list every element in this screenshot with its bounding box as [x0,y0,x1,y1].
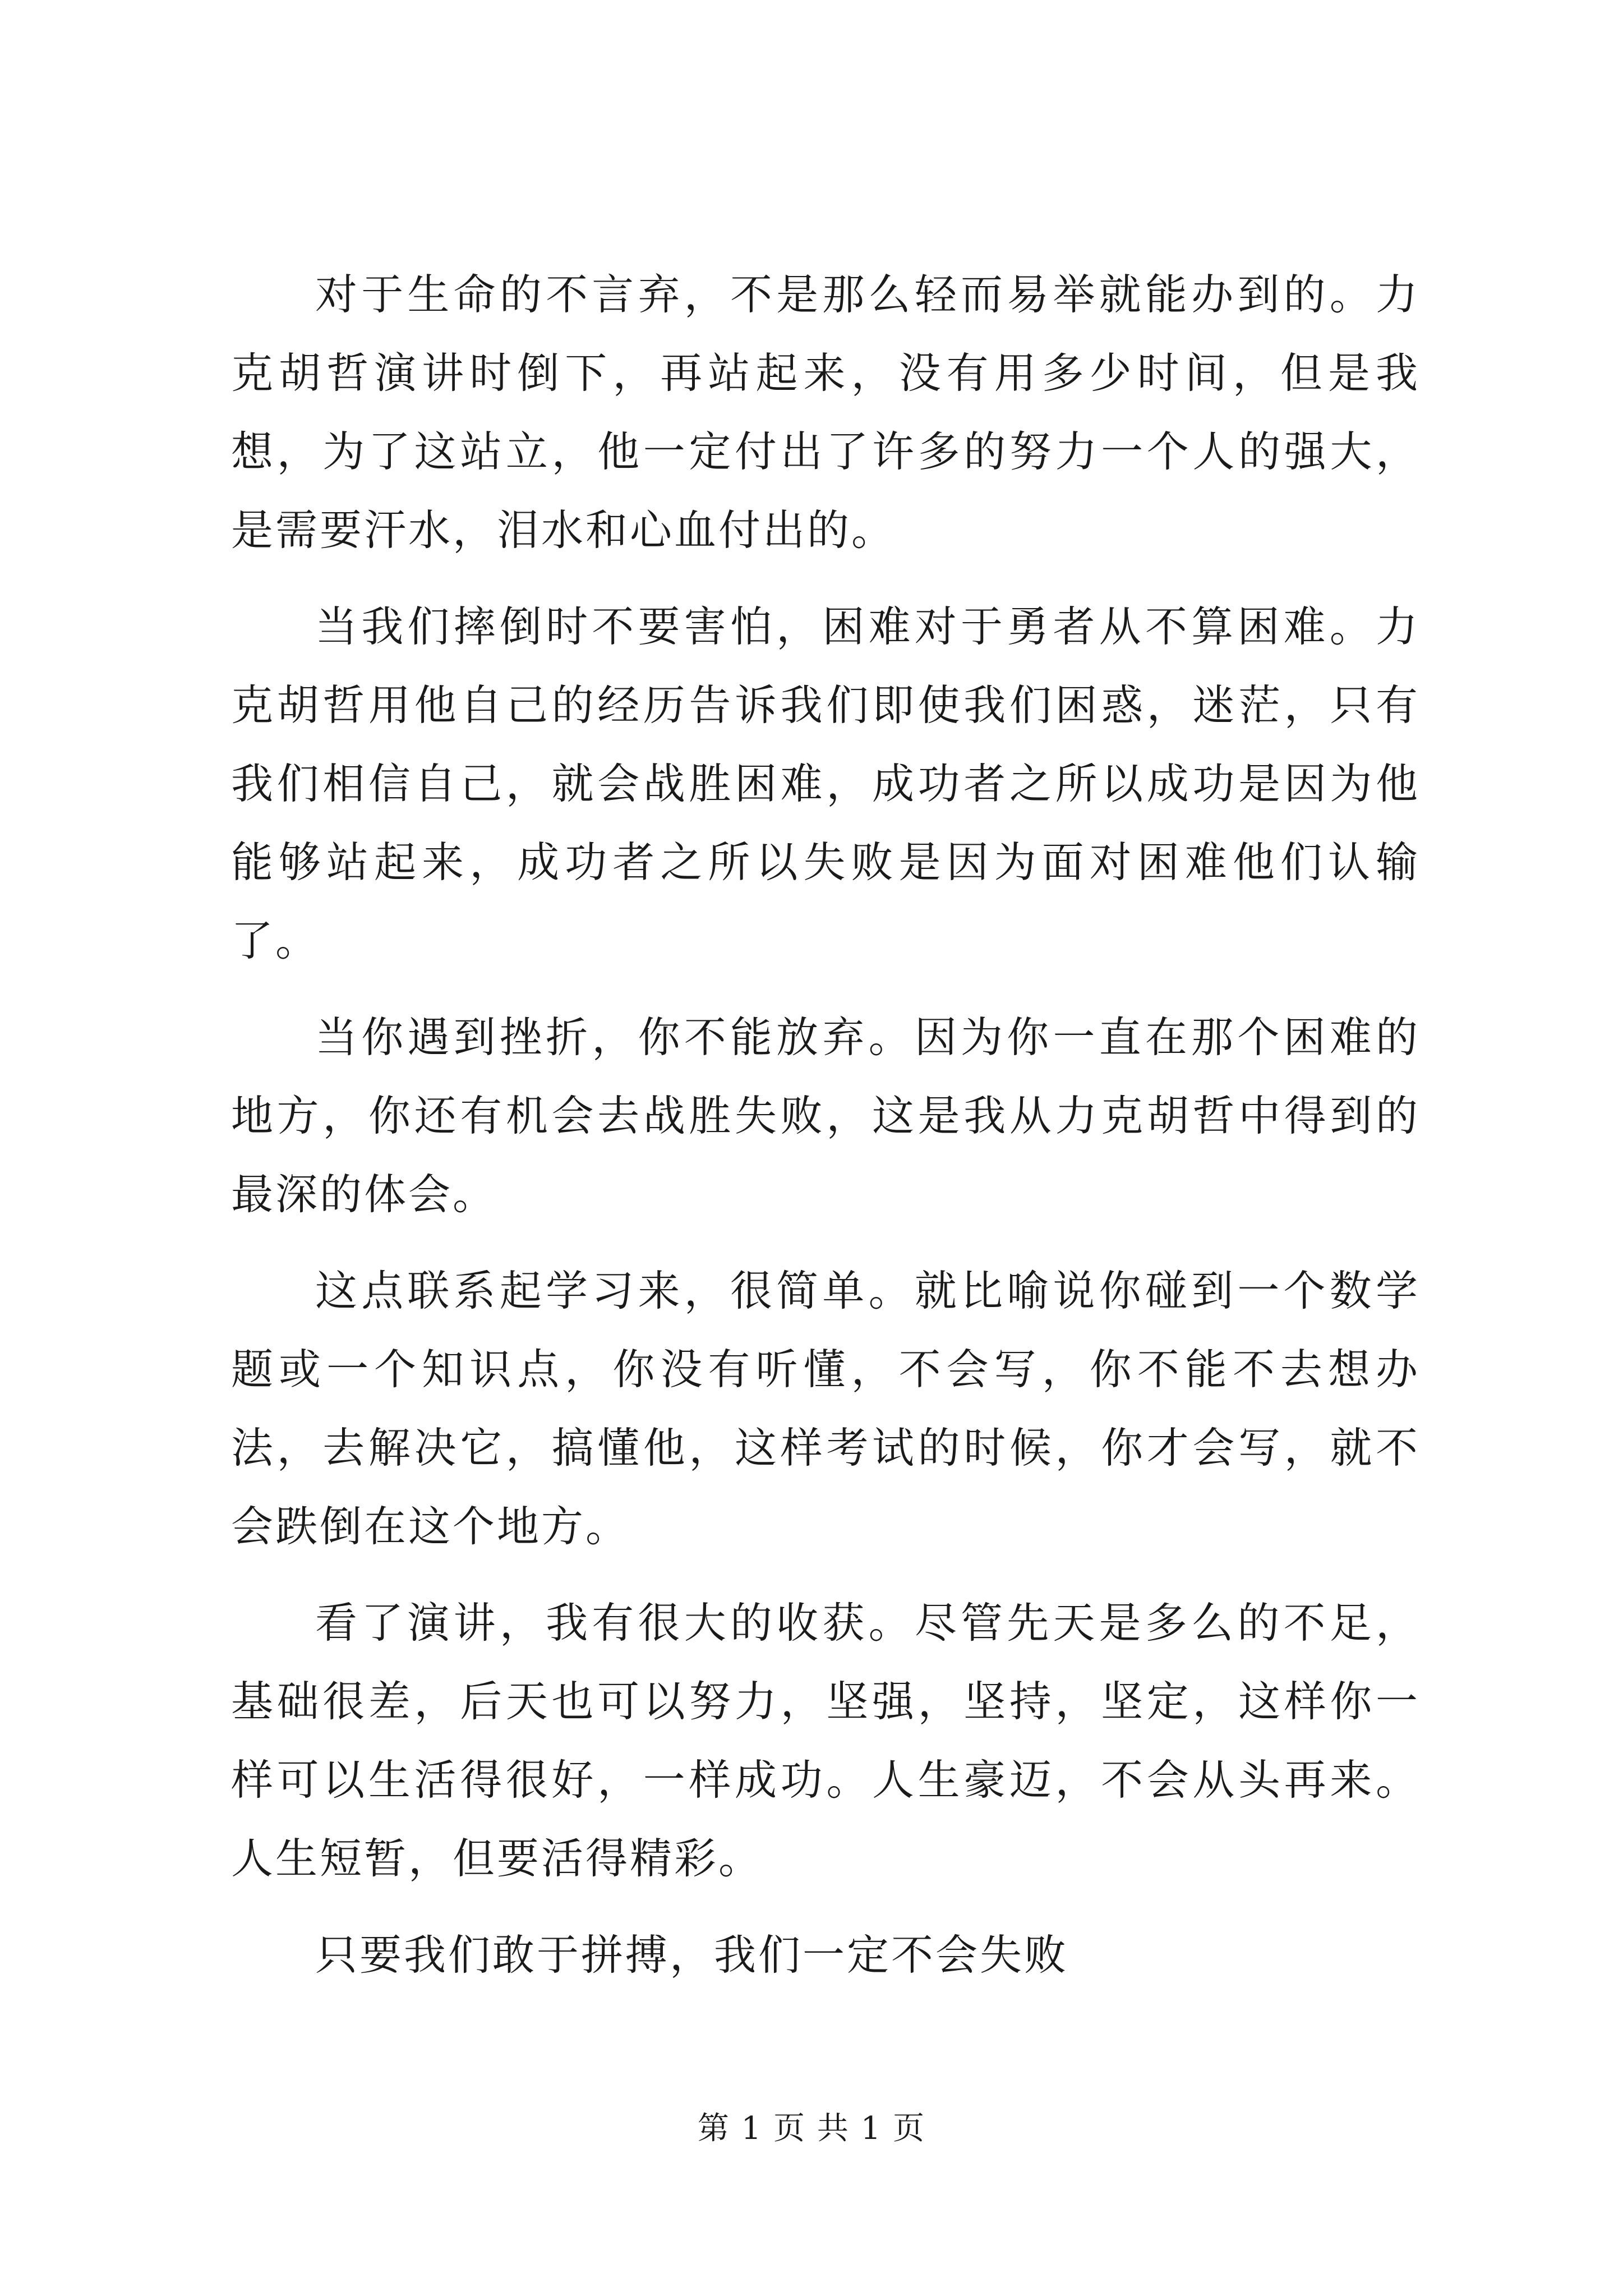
page-number-footer: 第 1 页 共 1 页 [697,2110,926,2147]
paragraph-4: 这点联系起学习来，很简单。就比喻说你碰到一个数学题或一个知识点，你没有听懂，不会写，你不能不去想办法，去解决它，搞懂他，这样考试的时候，你才会写，就不会跌倒在这个地方。 [231,1266,1420,1551]
paragraph-3: 当你遇到挫折，你不能放弃。因为你一直在那个困难的地方，你还有机会去战胜失败，这是我从力克胡哲中得到的最深的体会。 [231,1013,1420,1219]
paragraph-2: 当我们摔倒时不要害怕，困难对于勇者从不算困难。力克胡哲用他自己的经历告诉我们即使我们困惑，迷茫，只有我们相信自己，就会战胜困难，成功者之所以成功是因为他能够站起来，成功者之所以失败是因为面对困难他们认输了。 [231,602,1420,965]
paragraph-5: 看了演讲，我有很大的收获。尽管先天是多么的不足，基础很差，后天也可以努力，坚强，坚持，坚定，这样你一样可以生活得很好，一样成功。人生豪迈，不会从头再来。人生短暂，但要活得精彩。 [231,1598,1420,1883]
paragraph-6: 只要我们敢于拼搏，我们一定不会失败 [315,1930,1069,1980]
paragraph-1: 对于生命的不言弃，不是那么轻而易举就能办到的。力克胡哲演讲时倒下，再站起来，没有用多少时间，但是我想，为了这站立，他一定付出了许多的努力一个人的强大，是需要汗水，泪水和心血付出的。 [231,270,1420,555]
document-body [231,255,1420,2012]
